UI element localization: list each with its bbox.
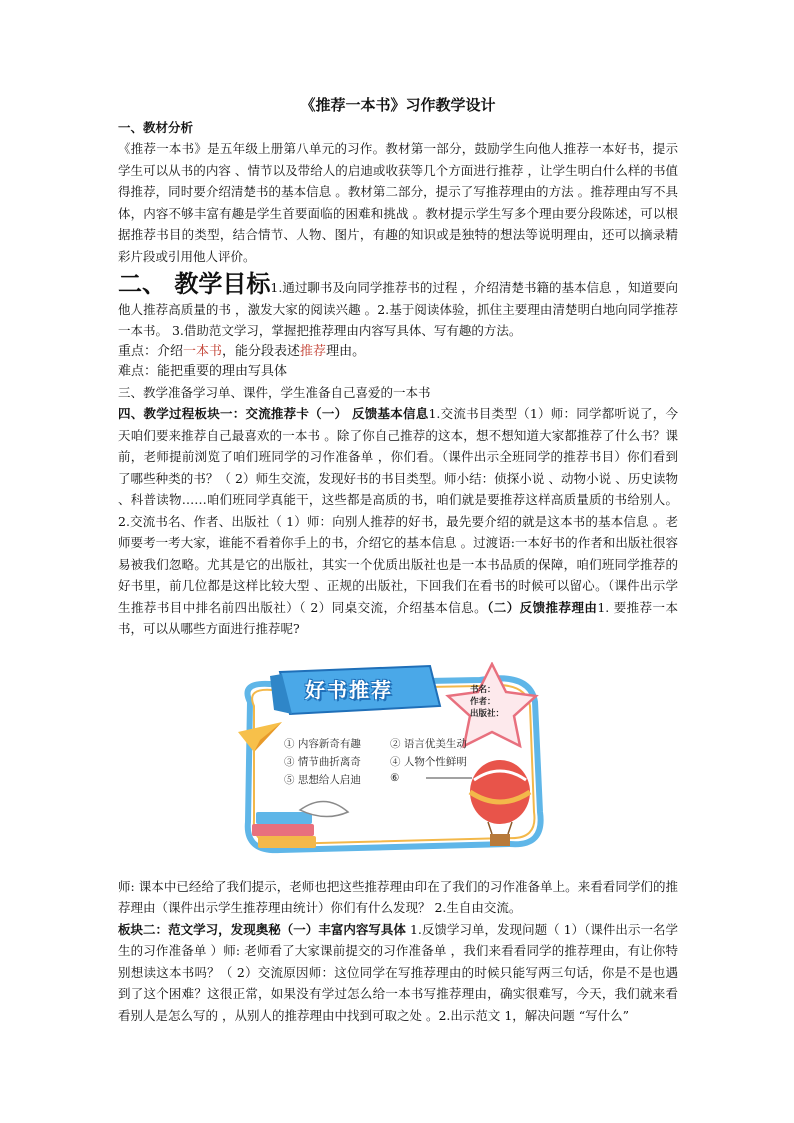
block-2-paragraph [118, 919, 678, 1027]
reason-1: ① 内容新奇有趣 [284, 737, 361, 750]
field-name: 书名： [470, 684, 496, 695]
doc-title: 《推荐一本书》习作教学设计 [300, 96, 496, 114]
section-4-heading: 四、教学过程板块一：交流推荐卡（一） 反馈基本信息 [118, 406, 429, 421]
book-recommend-card [118, 662, 678, 862]
section-2-heading: 二、 教学目标 [118, 269, 271, 298]
reason-2: ② 语言优美生动 [390, 737, 467, 750]
section-3-text: 三、教学准备学习单、课件，学生准备自己喜爱的一本书 [118, 384, 431, 400]
block-2-text: 1.反馈学习单，发现问题（ 1）（课件出示一名学生的习作准备单 ）师: 老师看了大家课前提交的习作准备单 ，我们来看看同学的推荐理由，有让你特别想读这本书吗？（ 2）交流原因师：这位同学在写推荐理由的时候只能写两三句话，你是不是也遇到了这个困难？这很正常，如果没有学过怎么给一本书写推荐理由，确实很难写，今天，我们就来看看别人是怎么写的 ，从别人的推荐理由中找到可取之处 。2.出示范文 1，解决问题 “写什么” [118, 921, 678, 1023]
after-card-text: 师: 课本中已经给了我们提示，老师也把这些推荐理由印在了我们的习作准备单上。来看看同学们的推荐理由（课件出示学生推荐理由统计）你们有什么发现？ 2.生自由交流。 [118, 878, 678, 915]
section-1-text: 《推荐一本书》是五年级上册第八单元的习作。教材第一部分，鼓励学生向他人推荐一本好书，提示学生可以从书的内容 、情节以及带给人的启迪或收获等几个方面进行推荐 ，让学生明白什么样的书值得推荐，同时要介绍清楚书的基本信息 。教材第二部分，提示了写推荐理由的方法 。推荐理由写不具体，内容不够丰富有趣是学生首要面临的困难和挑战 。教材提示学生写多个理由要分段陈述，可以根据推荐书目的类型，结合情节、人物、图片，有趣的知识或是独特的想法等说明理由，还可以摘录精彩片段或引用他人评价。 [118, 141, 678, 264]
key-label: 重点：介绍 [118, 343, 184, 359]
block-2-heading: 板块二：范文学习，发现奥秘（一）丰富内容写具体 [118, 921, 406, 937]
section-4-text: 1.交流书目类型（1）师：同学都听说了，今天咱们要来推荐自己最喜欢的一本书 。除了你自己推荐的这本，想不想知道大家都推荐了什么书？课前，老师提前浏览了咱们班同学的习作准备单 ，你们看。（课件出示全班同学的推荐书目）你们看到了哪些种类的书？（ 2）师生交流，发现好书的书目类型。师小结：侦探小说 、动物小说 、历史读物 、科普读物……咱们班同学真能干，这些都是高质的书，咱们就是要推荐这样高质量质的书给别人。 2.交流书名、作者、出版社（ 1）师：向别人推荐的好书，最先要介绍的就是这本书的基本信息 。老师要考一考大家，谁能不看着你手上的书，介绍它的基本信息 。过渡语:一本好书的作者和出版社很容易被我们忽略。尤其是它的出版社，其实一个优质出版社也是一本书品质的保障，咱们班同学推荐的好书里，前几位都是这样比较大型 、正规的出版社，下回我们在看书的时候可以留心。（课件出示学生推荐书目中排名前四出版社）（ 2）同桌交流，介绍基本信息。 [118, 406, 678, 615]
key-red-1: 一本书 [183, 343, 223, 359]
reason-6: ⑥ [390, 771, 400, 784]
section-2-text: 1.通过聊书及向同学推荐书的过程 ，介绍清楚书籍的基本信息 ，知道要向他人推荐高质量的书 ，激发大家的阅读兴趣 。2.基于阅读体验，抓住主要理由清楚明白地向同学推荐一本书。 3.借助范文学习，掌握把推荐理由内容写具体、写有趣的方法。 [118, 280, 678, 338]
field-author: 作者： [470, 696, 496, 707]
section-4-paragraph [118, 403, 678, 640]
key-end: 理由。 [326, 343, 366, 359]
section-2-paragraph [118, 271, 678, 342]
section-1-heading: 一、教材分析 [118, 120, 194, 135]
section-4-subheading: （二）反馈推荐理由 [487, 599, 598, 615]
key-point [118, 342, 678, 362]
document-page [118, 94, 678, 1026]
section-4-text-2: 1. 要推荐一本书，可以从哪些方面进行推荐呢? [118, 599, 678, 636]
reason-3: ③ 情节曲折离奇 [284, 755, 361, 768]
card-title: 好书推荐 [305, 677, 393, 702]
reason-4: ④ 人物个性鲜明 [390, 755, 467, 768]
difficulty-point: 难点：能把重要的理由写具体 [118, 363, 288, 379]
key-mid: ，能分段表述 [222, 343, 301, 359]
reason-5: ⑤ 思想给人启迪 [284, 773, 361, 786]
field-publisher: 出版社： [470, 708, 505, 719]
card-fields [470, 684, 504, 720]
key-red-2: 推荐 [300, 343, 327, 359]
